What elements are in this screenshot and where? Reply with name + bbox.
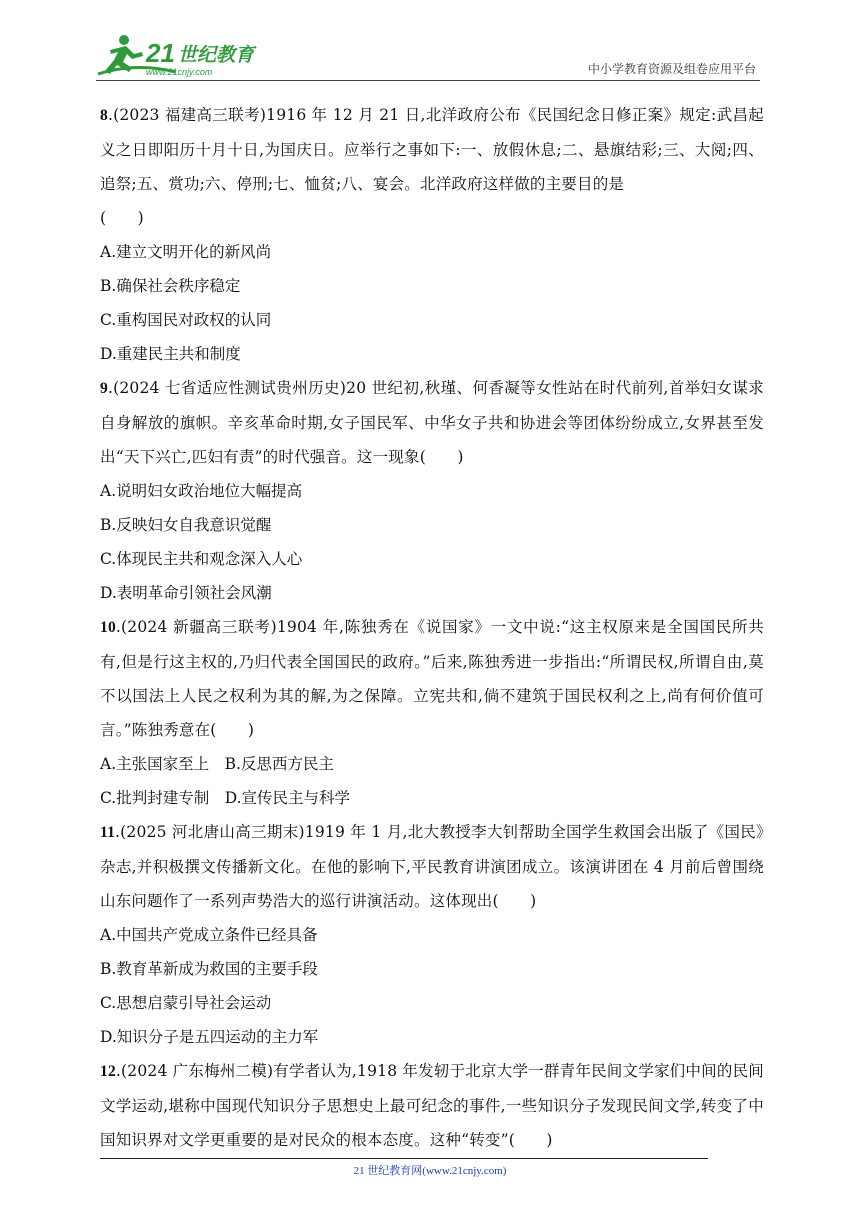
option-a[interactable]: A.建立文明开化的新风尚	[100, 243, 272, 261]
option-c[interactable]: C.思想启蒙引导社会运动	[100, 994, 272, 1012]
question-text: .(2023 福建高三联考)1916 年 12 月 21 日,北洋政府公布《民国纪念日修正案》规定:武昌起义之日即阳历十月十日,为国庆日。应举行之事如下:一、放假休息;二、悬旗结彩;三、大阅;四、追祭;五、赏功;六、停刑;七、恤贫;八、宴会。北洋政府这样做的主要目的是	[100, 106, 764, 193]
svg-text:世纪教育: 世纪教育	[178, 44, 255, 66]
question-text: .(2024 广东梅州二模)有学者认为,1918 年发轫于北京大学一群青年民间文学家们中间的民间文学运动,堪称中国现代知识分子思想史上最可纪念的事件,一些知识分子发现民间文学,转变了中国知识界对文学更重要的是对民众的根本态度。这种“转变”	[100, 1062, 764, 1149]
answer-blank: ( )	[100, 209, 144, 227]
svg-text:www.21cnjy.com: www.21cnjy.com	[146, 67, 213, 77]
option-row-ab[interactable]: A.主张国家至上 B.反思西方民主	[100, 755, 334, 773]
question-number: 11	[100, 824, 116, 841]
option-b[interactable]: B.反映妇女自我意识觉醒	[100, 516, 272, 534]
runner-logo-icon	[96, 32, 266, 78]
site-logo[interactable]	[96, 32, 266, 78]
answer-blank: ( )	[419, 448, 464, 466]
question-8	[100, 98, 764, 371]
answer-blank: ( )	[492, 892, 537, 910]
question-text: .(2024 新疆高三联考)1904 年,陈独秀在《说国家》一文中说:“这主权原来是全国国民所共有,但是行这主权的,乃归代表全国国民的政府。”后来,陈独秀进一步指出:“所谓民权,所谓自由,莫不以国法上人民之权利为其的解,为之保障。立宪共和,倘不建筑于国民权利之上,尚有何价值可言。”陈独秀意在	[100, 618, 764, 739]
question-text: .(2025 河北唐山高三期末)1919 年 1 月,北大教授李大钊帮助全国学生救国会出版了《国民》杂志,并积极撰文传播新文化。在他的影响下,平民教育讲演团成立。该演讲团在 4 月前后曾围绕山东问题作了一系列声势浩大的巡行讲演活动。这体现出	[100, 823, 764, 910]
question-number: 8	[100, 107, 108, 124]
question-stem	[100, 98, 764, 235]
footer-divider	[100, 1158, 708, 1159]
question-9	[100, 371, 764, 610]
option-b[interactable]: B.确保社会秩序稳定	[100, 277, 241, 295]
question-number: 9	[100, 380, 108, 397]
question-10	[100, 610, 764, 815]
option-a[interactable]: A.中国共产党成立条件已经具备	[100, 926, 318, 944]
option-c[interactable]: C.体现民主共和观念深入人心	[100, 550, 303, 568]
svg-text:21: 21	[146, 38, 175, 68]
option-row-cd[interactable]: C.批判封建专制 D.宣传民主与科学	[100, 789, 351, 807]
question-list	[100, 98, 764, 1157]
question-number: 10	[100, 619, 116, 636]
page-header	[96, 30, 760, 80]
platform-name: 中小学教育资源及组卷应用平台	[587, 62, 756, 76]
question-stem	[100, 610, 764, 747]
option-b[interactable]: B.教育革新成为救国的主要手段	[100, 960, 318, 978]
option-d[interactable]: D.表明革命引领社会风潮	[100, 584, 272, 602]
option-d[interactable]: D.知识分子是五四运动的主力军	[100, 1028, 319, 1046]
footer-link[interactable]: 21 世纪教育网(www.21cnjy.com)	[353, 1165, 507, 1177]
question-stem	[100, 815, 764, 918]
question-stem	[100, 371, 764, 474]
question-stem	[100, 1054, 764, 1157]
option-d[interactable]: D.重建民主共和制度	[100, 345, 241, 363]
question-text: .(2024 七省适应性测试贵州历史)20 世纪初,秋瑾、何香凝等女性站在时代前列,首举妇女谋求自身解放的旗帜。辛亥革命时期,女子国民军、中华女子共和协进会等团体纷纷成立,女界甚至发出“天下兴亡,匹妇有责”的时代强音。这一现象	[100, 379, 764, 466]
header-divider	[96, 80, 760, 81]
question-12	[100, 1054, 764, 1157]
answer-blank: ( )	[210, 721, 255, 739]
question-11	[100, 815, 764, 1054]
question-number: 12	[100, 1063, 116, 1080]
answer-blank: ( )	[508, 1131, 553, 1149]
option-a[interactable]: A.说明妇女政治地位大幅提高	[100, 482, 303, 500]
option-c[interactable]: C.重构国民对政权的认同	[100, 311, 272, 329]
